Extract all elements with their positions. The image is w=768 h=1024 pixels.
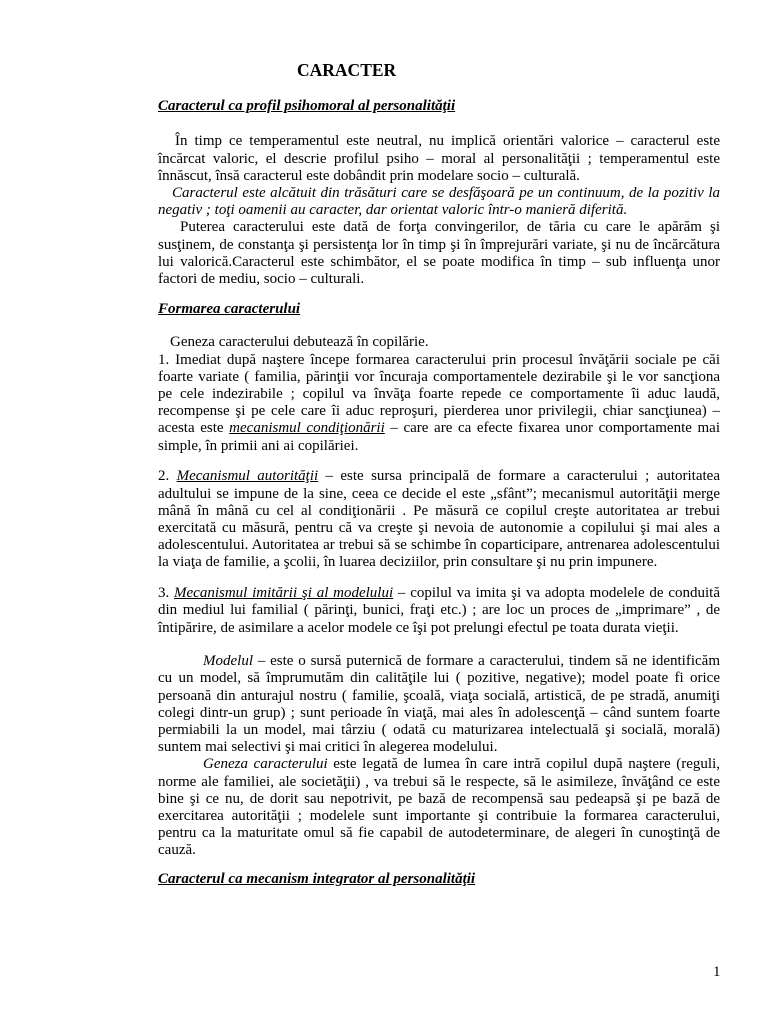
paragraph-model	[158, 653, 720, 756]
section-heading-integrator: Caracterul ca mecanism integrator al personalităţii	[158, 871, 476, 888]
paragraph-text: este legată de lumea în care intră copilul după naştere (reguli, norme ale familiei, ale societăţii) , va trebui să le respecte, să le asimileze, învăţând ce este bine şi ce nu, de dorit sau nepotrivit, pe bază de recompensă sau pedeapsă şi pe bază de exercitarea autorităţii ; modelele sunt importante şi contribuie la formarea caracterului, pentru ca la maturitate omul să fie capabil de autodeterminare, de alegeri în cunoştinţă de cauză.	[158, 756, 720, 859]
paragraph-genesis	[158, 756, 720, 859]
emphasis-term: Mecanismul autorităţii	[176, 468, 319, 485]
list-item-text: 1. Imediat după naştere începe formarea caracterului prin procesul învăţării sociale pe căi foarte variate ( familia, părinţii vor încuraja comportamentele dezirabile şi le vor sancţiona pe cele indezirabile ; copilul va învăţa foarte repede ce comportamente îi aduc laudă, recompense şi pe cele care îi aduc reproşuri, pierderea unor privilegii, chiar sancţiunea) – acesta este	[158, 351, 720, 437]
document-title: CARACTER	[297, 60, 397, 80]
emphasis-term: Modelul	[203, 653, 253, 670]
paragraph-traits-continuum: Caracterul este alcătuit din trăsături care se desfăşoară pe un continuum, de la pozitiv la negativ ; toţi oamenii au caracter, dar orientat valoric într-o manieră diferită.	[158, 185, 720, 219]
page-number: 1	[713, 964, 721, 980]
list-item-number: 3.	[158, 585, 170, 602]
emphasis-term: Geneza caracterului	[203, 756, 328, 773]
list-item-text: – este sursa principală de formare a caracterului ; autoritatea adultului se impune de la sine, ceea ce decide el este „sfânt”; mecanismul autorităţii merge mână în mână cu cel al condiţionării . Pe măsură ce copilul creşte autoritatea ar trebui exercitată cu măsură, pentru că va creşte şi nevoia de autonomie a copilului şi mai ales a adolescentului. Autoritatea ar trebui să se schimbe în coparticipare, antrenarea adolescentului la viaţa de familie, a şcolii, în luarea deciziilor, prin consultare şi nu prin impunere.	[158, 468, 720, 571]
list-item-authority	[158, 468, 720, 571]
emphasis-term: mecanismul condiţionării	[229, 420, 385, 437]
list-item-imitation	[158, 585, 720, 637]
paragraph-temperament-vs-character: În timp ce temperamentul este neutral, nu implică orientări valorice – caracterul este încărcat valoric, el descrie profilul psiho – moral al personalităţii ; temperamentul este înnăscut, însă caracterul este dobândit prin modelare socio – culturală.	[158, 133, 720, 184]
paragraph-character-strength: Puterea caracterului este dată de forţa convingerilor, de tăria cu care le apărăm şi susţinem, de constanţa şi persistenţa lor în timp şi în împrejurări variate, şi nu de încărcătura lui valorică.Caracterul este schimbător, el se poate modifica în timp – sub influenţa unor factori de mediu, socio – culturali.	[158, 219, 720, 288]
emphasis-term: Mecanismul imitării şi al modelului	[174, 585, 394, 602]
list-item-number: 2.	[158, 468, 170, 485]
list-item-text: – care are ca efecte fixarea unor comportamente mai simple, în primii ani ai copilăriei.	[158, 420, 720, 454]
section-heading-formation: Formarea caracterului	[158, 301, 301, 318]
section-heading-profile: Caracterul ca profil psihomoral al personalităţii	[158, 98, 456, 115]
list-item-text: – copilul va imita şi va adopta modelele de conduită din mediul lui familial ( părinţi, bunici, fraţi etc.) ; are loc un proces de „imprimare” , de întipărire, de asimilare a acelor modele ce îşi pot prelungi efectul pe toata durata vieţii.	[158, 585, 720, 636]
list-item-conditioning	[158, 352, 720, 455]
paragraph-text: – este o sursă puternică de formare a caracterului, tindem să ne identificăm cu un model, să împrumutăm din calităţile lui ( pozitive, negative); model poate fi orice persoană din anturajul nostru ( familie, şcoală, viaţa socială, artistică, de pe stradă, anumiţi colegi dintr-un grup) ; sunt perioade în viaţă, mai ales în adolescenţă – când suntem foarte permiabili la un model, mai târziu ( odată cu maturizarea intelectuală şi socială, morală) suntem mai selectivi şi mai critici în alegerea modelului.	[158, 653, 720, 756]
document-body	[158, 60, 720, 888]
paragraph-genesis-intro: Geneza caracterului debutează în copilărie.	[170, 334, 429, 351]
